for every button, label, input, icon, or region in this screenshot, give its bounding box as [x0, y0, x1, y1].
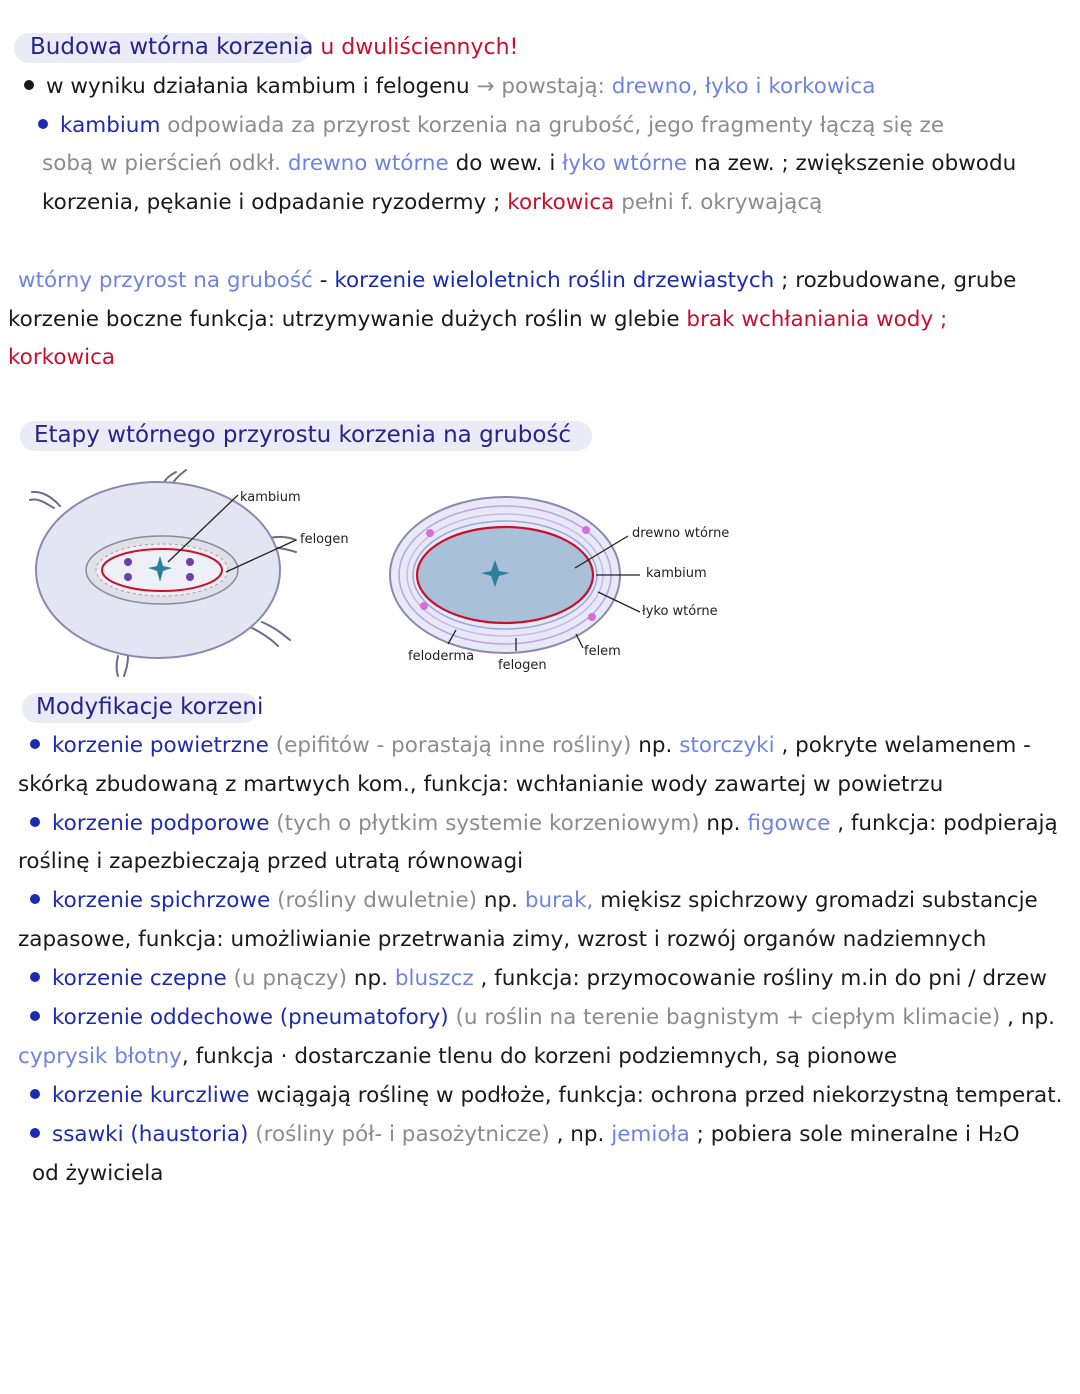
- section-title-budowa: Budowa wtórna korzenia u dwuliściennych!: [30, 34, 519, 60]
- label-felem: felem: [584, 644, 621, 659]
- modyfikacje-title: Modyfikacje korzeni: [36, 694, 264, 720]
- label-felogen-right: felogen: [498, 658, 547, 673]
- bullet-icon: [30, 817, 40, 827]
- label-felogen-left: felogen: [300, 532, 349, 547]
- label-drewno-right: drewno wtórne: [632, 526, 730, 541]
- mod-line-6: zapasowe, funkcja: umożliwianie przetrwania zimy, wzrost i rozwój organów nadziemnych: [18, 927, 987, 952]
- xylem-dot: [124, 573, 132, 581]
- bullet-line-1: w wyniku działania kambium i felogenu → powstają: drewno, łyko i korkowica: [24, 72, 875, 102]
- text-line-5: wtórny przyrost na grubość - korzenie wieloletnich roślin drzewiastych ; rozbudowane, grube: [18, 268, 1017, 293]
- label-kambium-right: kambium: [646, 566, 707, 581]
- phloem-dot: [420, 602, 428, 610]
- mod-line-10: korzenie kurczliwe wciągają roślinę w podłoże, funkcja: ochrona przed niekorzystną temperat.: [30, 1081, 1062, 1111]
- bullet-icon: [30, 1089, 40, 1099]
- right-drewno-core: [417, 527, 593, 623]
- bullet-icon: [30, 972, 40, 982]
- diagram-title: Etapy wtórnego przyrostu korzenia na grubość: [34, 422, 572, 448]
- mod-line-4: roślinę i zapezbieczają przed utratą równowagi: [18, 849, 524, 874]
- bullet-line-2: kambium odpowiada za przyrost korzenia na grubość, jego fragmenty łączą się ze: [38, 111, 944, 141]
- mod-line-5: korzenie spichrzowe (rośliny dwuletnie) np. burak, miękisz spichrzowy gromadzi substancje: [30, 886, 1038, 916]
- mod-line-8: korzenie oddechowe (pneumatofory) (u roślin na terenie bagnistym + ciepłym klimacie) , np.: [30, 1003, 1055, 1033]
- mod-line-7: korzenie czepne (u pnączy) np. bluszcz , funkcja: przymocowanie rośliny m.in do pni / drzew: [30, 964, 1047, 994]
- bullet-icon: [30, 894, 40, 904]
- phloem-dot: [426, 529, 434, 537]
- mod-line-1: korzenie powietrzne (epifitów - porastają inne rośliny) np. storczyki , pokryte welamenem -: [30, 731, 1031, 761]
- mod-line-3: korzenie podporowe (tych o płytkim systemie korzeniowym) np. figowce , funkcja: podpierają: [30, 809, 1058, 839]
- text-line-3: sobą w pierścień odkł. drewno wtórne do wew. i łyko wtórne na zew. ; zwiększenie obwodu: [42, 151, 1017, 176]
- label-feloderma: feloderma: [408, 649, 475, 664]
- mod-line-2: skórką zbudowaną z martwych kom., funkcja: wchłanianie wody zawartej w powietrzu: [18, 772, 944, 797]
- xylem-dot: [124, 558, 132, 566]
- mod-line-11: ssawki (haustoria) (rośliny pół- i pasożytnicze) , np. jemioła ; pobiera sole mineralne i H₂O: [30, 1120, 1020, 1150]
- bullet-icon: [30, 1011, 40, 1021]
- label-kambium-left: kambium: [240, 490, 301, 505]
- phloem-dot: [588, 613, 596, 621]
- mod-line-9: cyprysik błotny, funkcja · dostarczanie tlenu do korzeni podziemnych, są pionowe: [18, 1044, 898, 1069]
- xylem-dot: [186, 573, 194, 581]
- text-line-6: korzenie boczne funkcja: utrzymywanie dużych roślin w glebie brak wchłaniania wody ;: [8, 307, 948, 332]
- text-line-4: korzenia, pękanie i odpadanie ryzodermy ; korkowica pełni f. okrywającą: [42, 190, 823, 215]
- phloem-dot: [582, 526, 590, 534]
- label-lyko-right: łyko wtórne: [642, 604, 718, 619]
- xylem-dot: [186, 558, 194, 566]
- mod-line-12: od żywiciela: [32, 1161, 164, 1186]
- bullet-icon: [30, 739, 40, 749]
- bullet-icon: [30, 1128, 40, 1138]
- text-line-7: korkowica: [8, 345, 116, 370]
